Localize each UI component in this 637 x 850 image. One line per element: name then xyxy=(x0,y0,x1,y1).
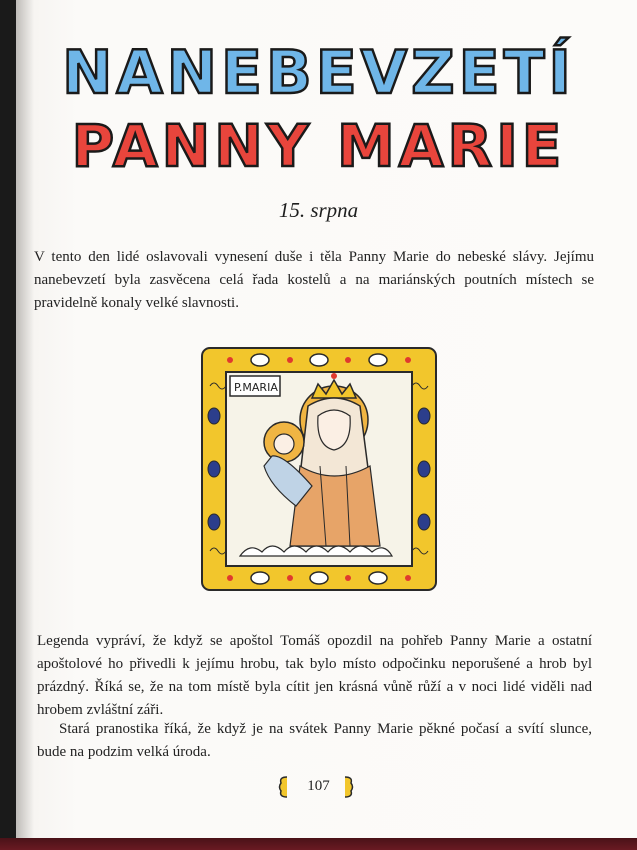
page-number: 107 xyxy=(307,778,330,794)
icon-label: P.MARIA xyxy=(234,381,278,394)
date-subtitle: 15. srpna xyxy=(278,198,359,222)
intro-paragraph: V tento den lidé oslavovali vynesení duše i těla Panny Marie do nebeské slávy. Jejímu nanebevzetí byla zasvěcena celá řada kostelů a na mariánských poutních místech se pravidelně konaly velké slavnosti. xyxy=(34,249,594,311)
legend-paragraph: Legenda vypráví, že když se apoštol Tomáš opozdil na pohřeb Panny Marie a ostatní apoštolové ho přivedli k jejímu hrobu, tak bylo místo odpočinku neporušené a hrob byl prázdný. Říká se, že na tom místě byla cítit jen krásná vůně růží a v noci lidé viděli nad hrobem zvláštní záři. xyxy=(37,633,592,718)
right-ornament-icon xyxy=(341,775,355,799)
madonna-illustration xyxy=(200,346,438,592)
title-line-2: PANNY MARIE xyxy=(71,112,566,180)
title-line-1: NANEBEVZETÍ xyxy=(62,38,575,108)
proverb-paragraph: Stará pranostika říká, že když je na svátek Panny Marie pěkné počasí a svítí slunce, bude na podzim velká úroda. xyxy=(37,721,592,760)
book-edge xyxy=(0,838,637,850)
